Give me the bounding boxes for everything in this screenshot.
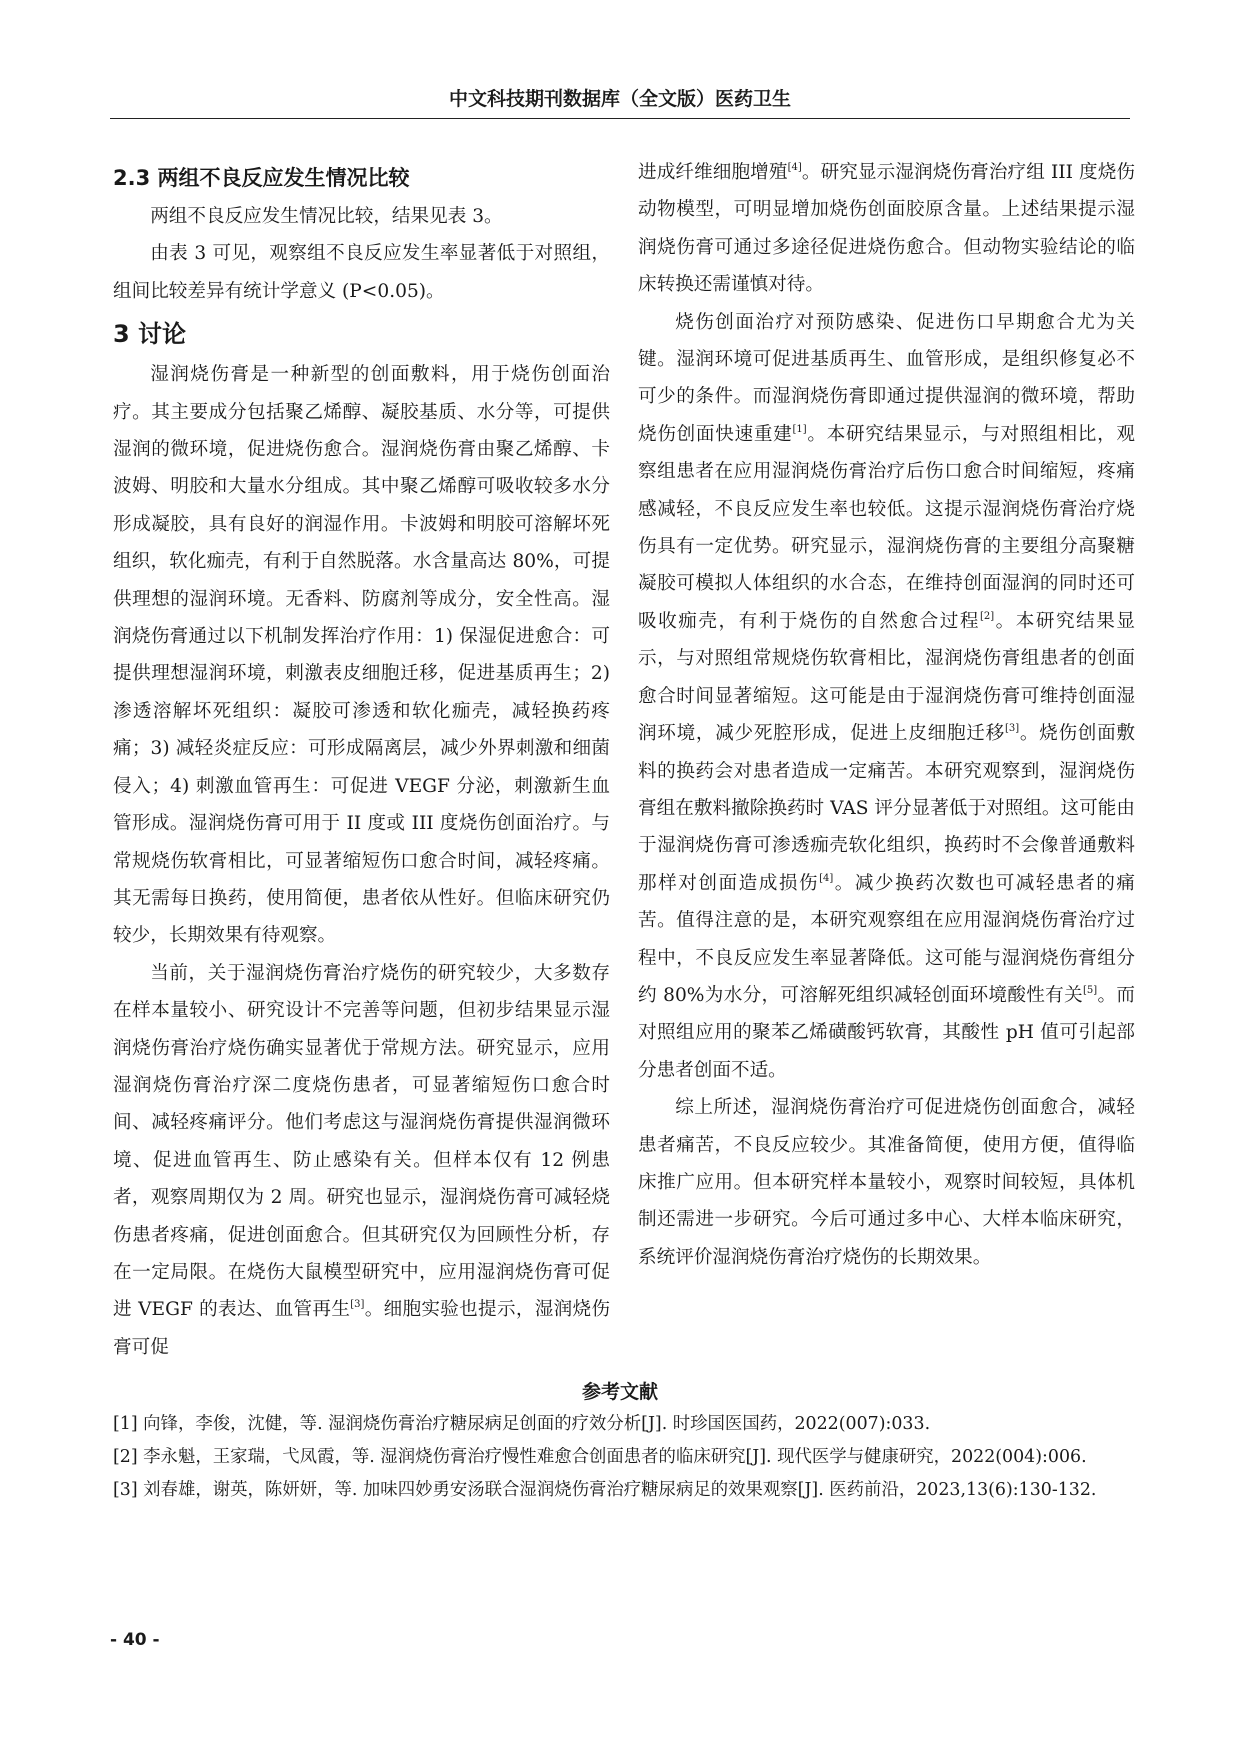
left-column — [113, 158, 610, 1366]
discussion-paragraph-1: 湿润烧伤膏是一种新型的创面敷料，用于烧伤创面治疗。其主要成分包括聚乙烯醇、凝胶基质、水分等，可提供湿润的微环境，促进烧伤愈合。湿润烧伤膏由聚乙烯醇、卡波姆、明胶和大量水分组成。其中聚乙烯醇可吸收较多水分形成凝胶，具有良好的润湿作用。卡波姆和明胶可溶解坏死组织，软化痂壳，有利于自然脱落。水含量高达 80%，可提供理想的湿润环境。无香料、防腐剂等成分，安全性高。湿润烧伤膏通过以下机制发挥治疗作用：1) 保湿促进愈合：可提供理想湿润环境，刺激表皮细胞迁移，促进基质再生；2) 渗透溶解坏死组织：凝胶可渗透和软化痂壳，减轻换药疼痛；3) 减轻炎症反应：可形成隔离层，减少外界刺激和细菌侵入；4) 刺激血管再生：可促进 VEGF 分泌，刺激新生血管形成。湿润烧伤膏可用于 II 度或 III 度烧伤创面治疗。与常规烧伤软膏相比，可显著缩短伤口愈合时间，减轻疼痛。其无需每日换药，使用简便，患者依从性好。但临床研究仍较少，长期效果有待观察。 — [113, 364, 610, 947]
right-column — [638, 154, 1135, 1276]
discussion-paragraph-2-tail: 。细胞实验也提示，湿润烧伤膏可促 — [113, 1299, 610, 1358]
running-header: 中文科技期刊数据库（全文版）医药卫生 — [448, 88, 791, 110]
text-segment: 。本研究结果显示，与对照组相比，观察组患者在应用湿润烧伤膏治疗后伤口愈合时间缩短，疼痛感减轻，不良反应发生率也较低。这提示湿润烧伤膏治疗烧伤具有一定优势。研究显示，湿润烧伤膏的主要组分高聚糖凝胶可模拟人体组织的水合态，在维持创面湿润的同时还可吸收痂壳，有利于烧伤的自然愈合过程 — [638, 423, 1135, 632]
text-segment: 烧伤创面治疗对预防感染、促进伤口早期愈合尤为关键。湿润环境可促进基质再生、血管形成，是组织修复必不可少的条件。而湿润烧伤膏即通过提供湿润的微环境，帮助烧伤创面快速重建 — [638, 311, 1135, 445]
discussion-paragraph-2 — [113, 955, 610, 1366]
reference-item: [1] 向锋，李俊，沈健，等. 湿润烧伤膏治疗糖尿病足创面的疗效分析[J]. 时珍国医国药，2022(007):033. — [113, 1414, 931, 1434]
text-segment: 。而对照组应用的聚苯乙烯磺酸钙软膏，其酸性 pH 值可引起部分患者创面不适。 — [638, 984, 1135, 1081]
section-2-3-title: 2.3 两组不良反应发生情况比较 — [113, 166, 410, 190]
citation-3: [3] — [1004, 723, 1020, 735]
conclusion-paragraph: 综上所述，湿润烧伤膏治疗可促进烧伤创面愈合，减轻患者痛苦，不良反应较少。其准备简便，使用方便，值得临床推广应用。但本研究样本量较小，观察时间较短，具体机制还需进一步研究。今后可通过多中心、大样本临床研究，系统评价湿润烧伤膏治疗烧伤的长期效果。 — [638, 1097, 1135, 1268]
section-3-title: 3 讨论 — [113, 320, 187, 349]
citation-5: [5] — [1082, 984, 1098, 996]
continued-paragraph-tail: 。研究显示湿润烧伤膏治疗组 III 度烧伤动物模型，可明显增加烧伤创面胶原含量。上述结果提示湿润烧伤膏可通过多途径促进烧伤愈合。但动物实验结论的临床转换还需谨慎对待。 — [638, 162, 1135, 296]
text-segment: 。烧伤创面敷料的换药会对患者造成一定痛苦。本研究观察到，湿润烧伤膏组在敷料撤除换药时 VAS 评分显著低于对照组。这可能由于湿润烧伤膏可渗透痂壳软化组织，换药时不会像普通敷料那样对创面造成损伤 — [638, 723, 1135, 894]
continued-paragraph-text: 进成纤维细胞增殖 — [638, 162, 788, 183]
continued-paragraph — [638, 154, 1135, 304]
page-number: - 40 - — [110, 1630, 160, 1650]
citation-2: [2] — [979, 610, 995, 622]
section-2-3-paragraph-1: 两组不良反应发生情况比较，结果见表 3。 — [150, 206, 503, 227]
text-segment: 。减少换药次数也可减轻患者的痛苦。值得注意的是，本研究观察组在应用湿润烧伤膏治疗过程中，不良反应发生率显著降低。这可能与湿润烧伤膏组分约 80%为水分，可溶解死组织减轻创面环境酸性有关 — [638, 872, 1135, 1006]
text-segment: 。本研究结果显示，与对照组常规烧伤软膏相比，湿润烧伤膏组患者的创面愈合时间显著缩短。这可能是由于湿润烧伤膏可维持创面湿润环境，减少死腔形成，促进上皮细胞迁移 — [638, 610, 1135, 745]
reference-item: [2] 李永魁，王家瑞，弋凤霞，等. 湿润烧伤膏治疗慢性难愈合创面患者的临床研究[J]. 现代医学与健康研究，2022(004):006. — [113, 1447, 1087, 1467]
references-title: 参考文献 — [581, 1381, 658, 1403]
reference-item: [3] 刘春雄，谢英，陈妍妍，等. 加味四妙勇安汤联合湿润烧伤膏治疗糖尿病足的效果观察[J]. 医药前沿，2023,13(6):130-132. — [113, 1480, 1097, 1500]
discussion-paragraph-2-text: 当前，关于湿润烧伤膏治疗烧伤的研究较少，大多数存在样本量较小、研究设计不完善等问题，但初步结果显示湿润烧伤膏治疗烧伤确实显著优于常规方法。研究显示，应用湿润烧伤膏治疗深二度烧伤患者，可显著缩短伤口愈合时间、减轻疼痛评分。他们考虑这与湿润烧伤膏提供湿润微环境、促进血管再生、防止感染有关。但样本仅有 12 例患者，观察周期仅为 2 周。研究也显示，湿润烧伤膏可减轻烧伤患者疼痛，促进创面愈合。但其研究仅为回顾性分析，存在一定局限。在烧伤大鼠模型研究中，应用湿润烧伤膏可促进 VEGF 的表达、血管再生 — [113, 962, 610, 1321]
references-list — [113, 1408, 1130, 1507]
citation-1: [1] — [792, 423, 807, 435]
header-rule — [110, 118, 1130, 119]
citation-3: [3] — [350, 1299, 365, 1311]
discussion-paragraph-3 — [638, 304, 1135, 1090]
citation-4: [4] — [819, 872, 834, 884]
citation-4: [4] — [787, 162, 802, 173]
section-2-3-paragraph-2: 由表 3 可见，观察组不良反应发生率显著低于对照组，组间比较差异有统计学意义 (P<0.05)。 — [113, 243, 610, 302]
